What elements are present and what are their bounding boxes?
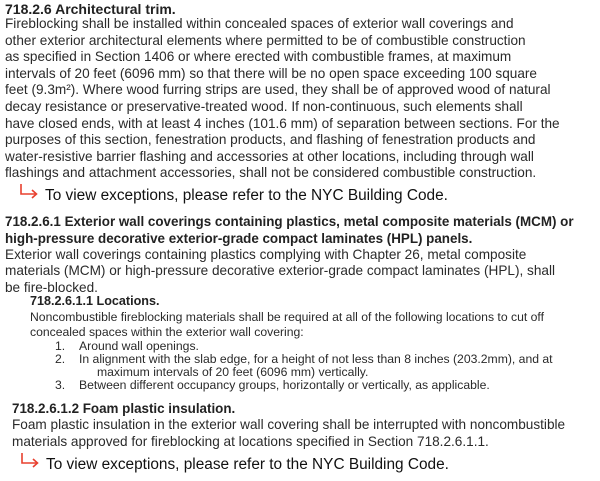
paragraph-line: Noncombustible fireblocking materials shall be required at all of the following locations to cut off	[30, 310, 544, 324]
paragraph-line: Foam plastic insulation in the exterior wall covering shall be interrupted with noncombustible	[12, 417, 566, 432]
paragraph-line: feet (9.3m²). Where wood furring strips are used, they shall be of approved wood of natural	[5, 82, 551, 98]
section-title-718-2-6: 718.2.6 Architectural trim.	[5, 1, 176, 17]
paragraph-line: flashings and attachment accessories, shall not be considered combustible construction.	[5, 165, 537, 181]
paragraph-line: have closed ends, with at least 4 inches (101.6 mm) of separation between sections. For the	[5, 115, 560, 131]
paragraph-line: be fire-blocked.	[5, 279, 98, 295]
list-item: Around wall openings.	[79, 339, 199, 353]
paragraph-line: other exterior architectural elements where permitted to be of combustible construction	[5, 32, 526, 48]
paragraph-line: intervals of 20 feet (6096 mm) so that there will be no open space exceeding 100 square	[5, 65, 537, 81]
list-item: In alignment with the slab edge, for a height of not less than 8 inches (203.2mm), and at	[79, 352, 553, 366]
view-exceptions-link[interactable]: To view exceptions, please refer to the NYC Building Code.	[45, 187, 448, 204]
section-title-718-2-6-1-1: 718.2.6.1.1 Locations.	[30, 294, 160, 308]
list-item-number: 2.	[55, 352, 66, 366]
paragraph-line: decay resistance or preservative-treated wood. If non-continuous, such elements shall	[5, 99, 523, 114]
paragraph-line: Fireblocking shall be installed within concealed spaces of exterior wall coverings and	[5, 16, 514, 31]
list-item-number: 1.	[55, 339, 66, 353]
paragraph-line: materials (MCM) or high-pressure decorative exterior-grade compact laminates (HPL), shall	[5, 263, 555, 279]
list-item-continuation: maximum intervals of 20 feet (6096 mm) vertically.	[97, 365, 369, 379]
list-item: Between different occupancy groups, horizontally or vertically, as applicable.	[79, 378, 490, 392]
paragraph-line: purposes of this section, fenestration products, and flashing of fenestration products and	[5, 132, 536, 148]
section-title-718-2-6-1-cont: high-pressure decorative exterior-grade compact laminates (HPL) panels.	[5, 230, 473, 246]
arrow-right-icon	[19, 183, 41, 201]
view-exceptions-link[interactable]: To view exceptions, please refer to the NYC Building Code.	[46, 456, 449, 473]
section-title-718-2-6-1: 718.2.6.1 Exterior wall coverings containing plastics, metal composite materials (MCM) or	[5, 214, 574, 229]
paragraph-line: Exterior wall coverings containing plastics complying with Chapter 26, metal composite	[5, 247, 527, 262]
paragraph-line: as specified in Section 1406 or where erected with combustible frames, at maximum	[5, 49, 512, 65]
paragraph-line: concealed spaces within the exterior wall covering:	[30, 324, 304, 339]
section-title-718-2-6-1-2: 718.2.6.1.2 Foam plastic insulation.	[12, 401, 236, 416]
paragraph-line: materials approved for fireblocking at locations specified in Section 718.2.6.1.1.	[12, 433, 489, 449]
arrow-right-icon	[20, 452, 42, 470]
paragraph-line: water-resistive barrier flashing and accessories at other locations, including through wall	[5, 148, 534, 164]
list-item-number: 3.	[55, 378, 66, 392]
